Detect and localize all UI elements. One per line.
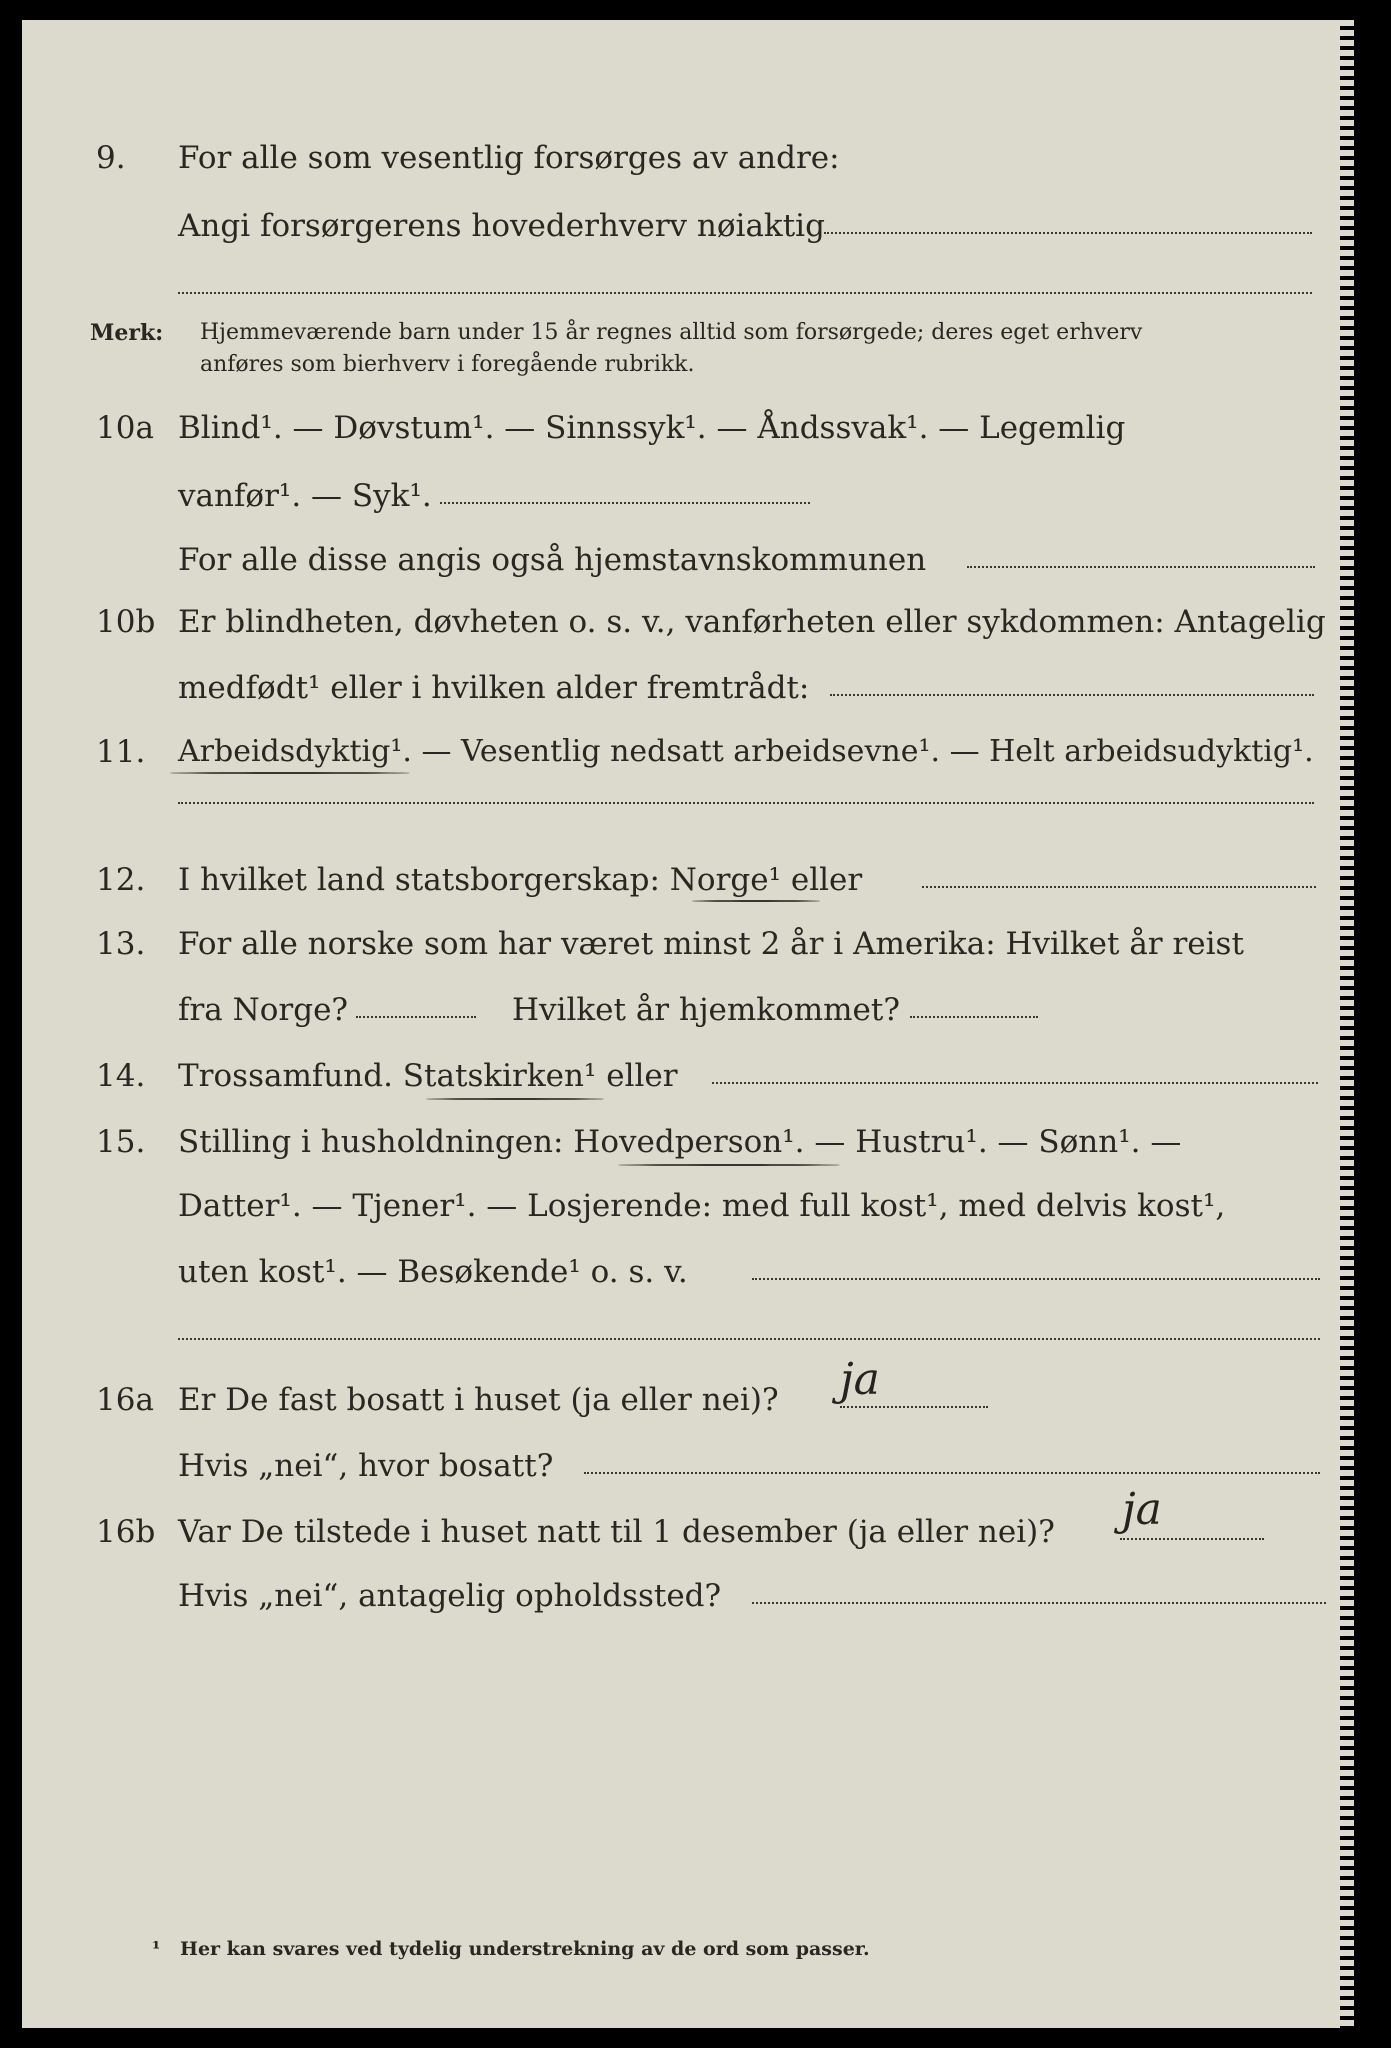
- q10b-answer-line: [830, 694, 1314, 696]
- q11-line1: Arbeidsdyktig¹. — Vesentlig nedsatt arbeidsevne¹. — Helt arbeidsudyktig¹.: [178, 734, 1314, 769]
- q16a-line2: Hvis „nei“, hvor bosatt?: [178, 1448, 554, 1484]
- q16a-handwritten-answer: ja: [840, 1354, 880, 1405]
- q15-line3: uten kost¹. — Besøkende¹ o. s. v.: [178, 1254, 688, 1290]
- q15-line2: Datter¹. — Tjener¹. — Losjerende: med full kost¹, med delvis kost¹,: [178, 1188, 1226, 1224]
- q10b-line2: medfødt¹ eller i hvilken alder fremtrådt:: [178, 670, 810, 706]
- merk-label: Merk:: [90, 320, 164, 346]
- q13-line2a: fra Norge?: [178, 992, 349, 1028]
- q16b-location-answer-line: [752, 1602, 1326, 1604]
- q13-number: 13.: [96, 926, 146, 962]
- footnote-mark: ¹: [152, 1938, 161, 1960]
- q13-right-answer-line: [910, 1016, 1038, 1018]
- q15-answer-line: [752, 1278, 1320, 1280]
- footnote-text: Her kan svares ved tydelig understrekning av de ord som passer.: [180, 1938, 870, 1960]
- q10a-line2: vanfør¹. — Syk¹.: [178, 478, 432, 514]
- q15-line1: Stilling i husholdningen: Hovedperson¹. — Hustru¹. — Sønn¹. —: [178, 1124, 1182, 1160]
- q14-handwritten-underline: [426, 1098, 604, 1100]
- perforated-edge: [1340, 20, 1354, 2028]
- merk-line2: anføres som bierhverv i foregående rubrikk.: [200, 352, 695, 377]
- q16b-line2: Hvis „nei“, antagelig opholdssted?: [178, 1578, 722, 1614]
- q14-line1: Trossamfund. Statskirken¹ eller: [178, 1058, 678, 1094]
- q16b-answer-line: [1120, 1538, 1264, 1540]
- q16b-line1: Var De tilstede i huset natt til 1 desember (ja eller nei)?: [178, 1514, 1055, 1550]
- q9-number: 9.: [96, 140, 126, 176]
- q9-extra-line: [178, 292, 1312, 294]
- q9-line2: Angi forsørgerens hovederhverv nøiaktig: [178, 208, 825, 244]
- merk-line1: Hjemmeværende barn under 15 år regnes alltid som forsørgede; deres eget erhverv: [200, 320, 1143, 345]
- q15-extra-line: [178, 1338, 1320, 1340]
- q12-answer-line: [922, 886, 1316, 888]
- q10a-number: 10a: [96, 410, 154, 446]
- q12-line1: I hvilket land statsborgerskap: Norge¹ eller: [178, 862, 863, 898]
- q10a-municipality-answer-line: [967, 566, 1315, 568]
- q15-handwritten-underline: [618, 1164, 840, 1166]
- q11-number: 11.: [96, 734, 146, 770]
- q13-line2b: Hvilket år hjemkommet?: [512, 992, 900, 1028]
- q16a-location-answer-line: [584, 1472, 1320, 1474]
- q10a-sick-answer-line: [440, 502, 810, 504]
- q13-line1: For alle norske som har været minst 2 år i Amerika: Hvilket år reist: [178, 926, 1244, 962]
- q10b-line1: Er blindheten, døvheten o. s. v., vanførheten eller sykdommen: Antagelig: [178, 604, 1326, 640]
- q11-extra-line: [178, 802, 1314, 804]
- q12-handwritten-underline: [692, 900, 820, 902]
- q9-answer-line: [824, 232, 1312, 234]
- q16a-number: 16a: [96, 1382, 154, 1418]
- q10a-line1: Blind¹. — Døvstum¹. — Sinnssyk¹. — Åndssvak¹. — Legemlig: [178, 410, 1126, 446]
- q9-line1: For alle som vesentlig forsørges av andre:: [178, 140, 840, 176]
- q14-number: 14.: [96, 1058, 146, 1094]
- q16b-number: 16b: [96, 1514, 156, 1550]
- q10a-line3: For alle disse angis også hjemstavnskommunen: [178, 542, 927, 578]
- q10b-number: 10b: [96, 604, 156, 640]
- q16b-handwritten-answer: ja: [1122, 1484, 1162, 1535]
- q14-answer-line: [712, 1082, 1318, 1084]
- q12-number: 12.: [96, 862, 146, 898]
- q15-number: 15.: [96, 1124, 146, 1160]
- q11-handwritten-underline: [170, 772, 410, 774]
- census-form-page: [22, 20, 1354, 2028]
- q13-left-answer-line: [356, 1016, 476, 1018]
- q16a-line1: Er De fast bosatt i huset (ja eller nei)?: [178, 1382, 779, 1418]
- q16a-answer-line: [840, 1406, 988, 1408]
